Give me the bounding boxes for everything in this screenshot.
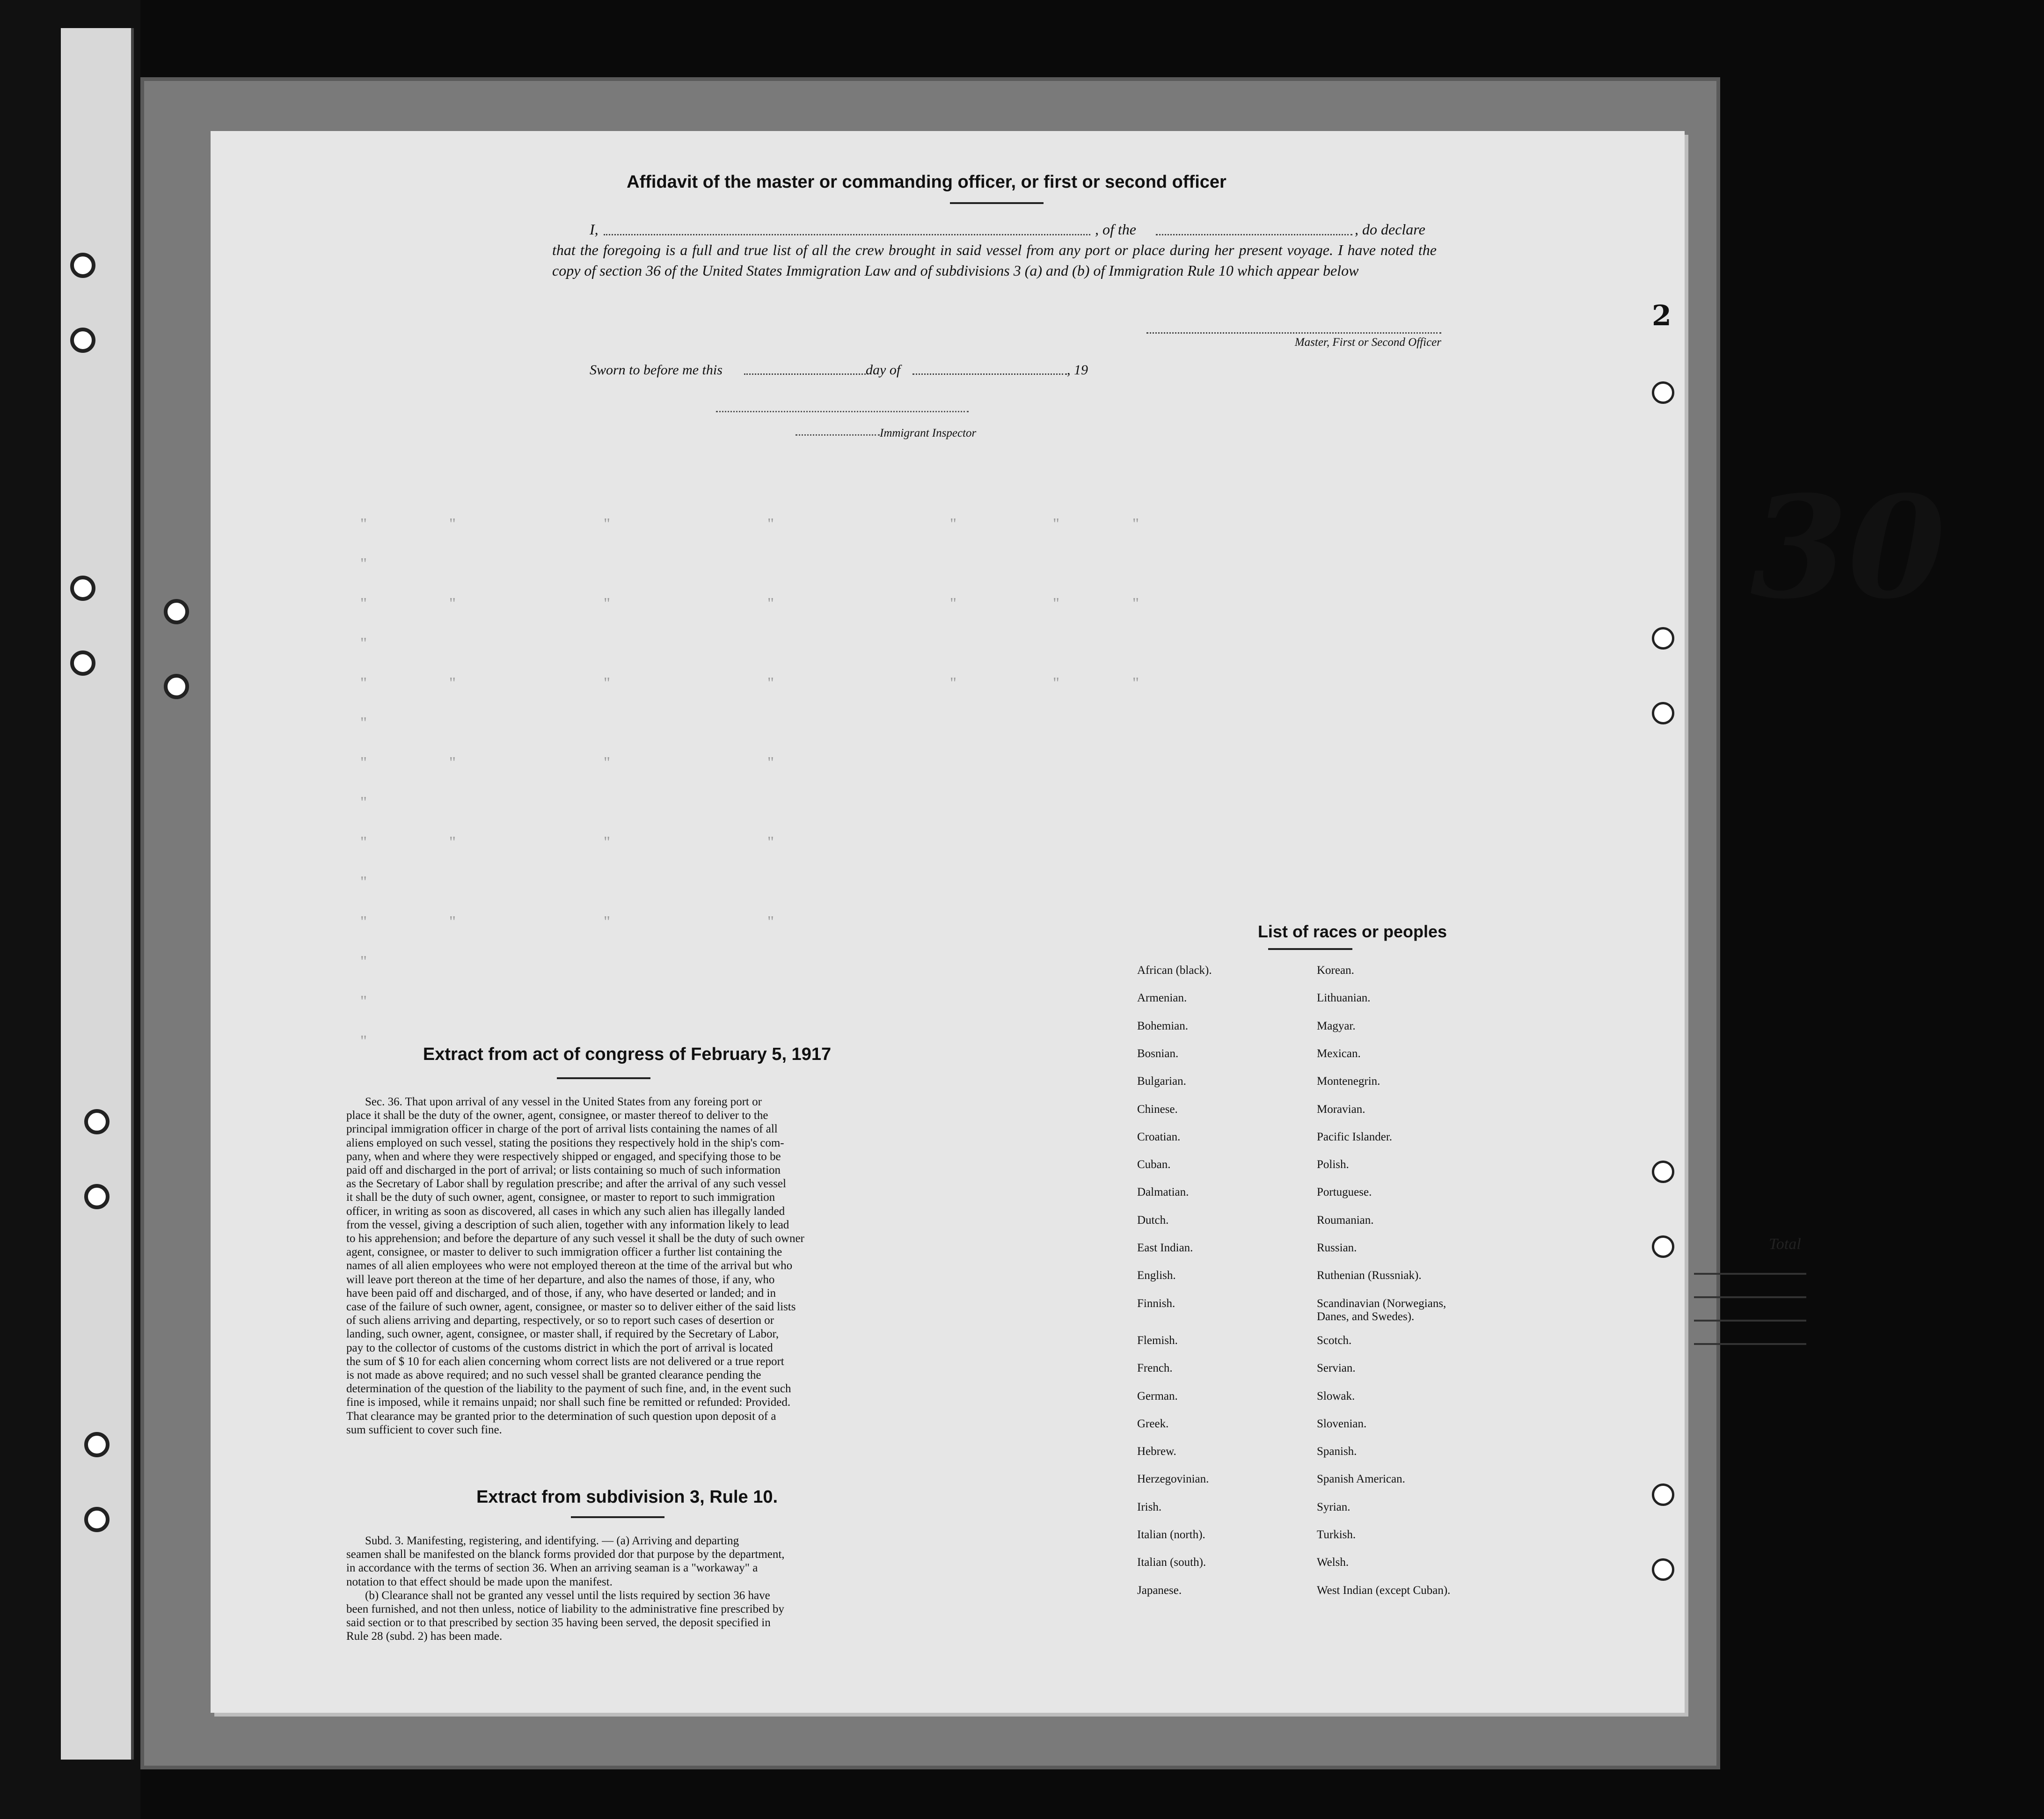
signature-line[interactable] — [1146, 332, 1441, 334]
affidavit-title: Affidavit of the master or commanding officer, or first or second officer — [627, 172, 1226, 192]
extract-line: notation to that effect should be made upon the manifest. — [346, 1575, 613, 1588]
extract-act-text — [346, 1095, 880, 1437]
svg-text:": " — [604, 754, 610, 771]
extract-line: Subd. 3. Manifesting, registering, and identifying. — (a) Arriving and departing — [365, 1534, 739, 1547]
extract-line: seamen shall be manifested on the blanck forms provided dor that purpose by the department, — [346, 1548, 785, 1561]
extract-line: agent, consignee, or master to deliver to such immigration officer a further list containing the — [346, 1246, 782, 1259]
extract-line: pany, when and where they were respectively shipped or engaged, and specifying those to be — [346, 1150, 781, 1163]
svg-text:": " — [449, 833, 456, 851]
svg-text:": " — [604, 833, 610, 851]
race-item-left: Hebrew. — [1137, 1445, 1176, 1458]
extract-line: have been paid off and discharged, and of those, if any, who have deserted or landed; and in — [346, 1286, 776, 1300]
race-item-right: Slovenian. — [1317, 1417, 1367, 1430]
race-item-right: Pacific Islander. — [1317, 1130, 1393, 1143]
race-item-right: West Indian (except Cuban). — [1317, 1584, 1451, 1597]
race-item-left: Finnish. — [1137, 1297, 1175, 1310]
race-item-right: Scotch. — [1317, 1334, 1352, 1347]
declarant-name-field[interactable] — [604, 234, 1090, 235]
svg-text:": " — [950, 595, 956, 612]
sworn-line — [590, 362, 1151, 381]
declare-suffix: , do declare — [1355, 221, 1425, 238]
svg-text:": " — [1132, 515, 1139, 533]
race-item-left: Dalmatian. — [1137, 1186, 1189, 1199]
extract-line: paid off and discharged in the port of arrival; or lists containing so much of such information — [346, 1164, 781, 1177]
inspector-signature-line[interactable] — [716, 411, 969, 412]
svg-text:": " — [360, 714, 367, 731]
race-item-right: Portuguese. — [1317, 1186, 1372, 1199]
extract-line: as the Secretary of Labor shall by regulation prescribe; and after the arrival of any such vessel — [346, 1177, 786, 1191]
svg-text:": " — [767, 913, 774, 930]
sworn-day-of: day of — [866, 362, 901, 378]
extract-act-title: Extract from act of congress of February 5, 1917 — [423, 1045, 832, 1064]
race-item-left: Bulgarian. — [1137, 1075, 1186, 1088]
sworn-prefix: Sworn to before me this — [590, 362, 723, 378]
signature-caption: Master, First or Second Officer — [1294, 336, 1441, 349]
race-item-right: Spanish American. — [1317, 1473, 1405, 1486]
svg-text:": " — [360, 794, 367, 811]
svg-text:": " — [360, 833, 367, 851]
svg-text:": " — [360, 674, 367, 692]
race-item-left: English. — [1137, 1269, 1176, 1282]
race-item-left: Chinese. — [1137, 1103, 1178, 1116]
svg-text:": " — [449, 913, 456, 930]
extract-line: the sum of $ 10 for each alien concerning whom correct lists are not delivered or a true report — [346, 1355, 784, 1368]
race-item-right: Servian. — [1317, 1362, 1356, 1375]
race-item-left: Herzegovinian. — [1137, 1473, 1209, 1486]
race-item-right: Scandinavian (Norwegians, Danes, and Swedes). — [1317, 1297, 1446, 1323]
race-item-right: Moravian. — [1317, 1103, 1365, 1116]
extract-line: of such aliens arriving and departing, respectively, or so to report such cases of desertion or — [346, 1314, 774, 1327]
race-item-right: Welsh. — [1317, 1556, 1349, 1569]
svg-text:": " — [604, 515, 610, 533]
race-item-left: Flemish. — [1137, 1334, 1178, 1347]
vessel-name-field[interactable] — [1156, 234, 1352, 235]
races-list — [1137, 964, 1558, 1610]
svg-text:": " — [360, 913, 367, 930]
race-item-left: Bohemian. — [1137, 1019, 1189, 1032]
extract-rule-underline — [571, 1516, 664, 1518]
svg-text:": " — [449, 674, 456, 692]
race-item-right: Polish. — [1317, 1158, 1349, 1171]
extract-line: in accordance with the terms of section 36. When an arriving seaman is a "workaway" a — [346, 1562, 758, 1575]
svg-text:": " — [1132, 595, 1139, 612]
races-title: List of races or peoples — [1257, 922, 1447, 941]
race-item-right: Slowak. — [1317, 1389, 1355, 1403]
race-item-left: Dutch. — [1137, 1213, 1169, 1227]
extract-line: (b) Clearance shall not be granted any vessel until the lists required by section 36 have — [365, 1589, 770, 1602]
inspector-line-2 — [796, 434, 880, 436]
extract-line: Rule 28 (subd. 2) has been made. — [346, 1630, 503, 1643]
svg-text:": " — [360, 595, 367, 612]
svg-text:": " — [1132, 674, 1139, 692]
races-title-underline — [1268, 948, 1352, 950]
extract-line: Sec. 36. That upon arrival of any vessel in the United States from any foreing port or — [365, 1096, 762, 1108]
svg-text:": " — [767, 515, 774, 533]
race-item-right: Ruthenian (Russniak). — [1317, 1269, 1422, 1282]
svg-text:": " — [604, 595, 610, 612]
race-item-right: Mexican. — [1317, 1047, 1361, 1060]
extract-line: officer, in writing as soon as discovered, all cases in which any such alien has illegally landed — [346, 1205, 785, 1218]
svg-text:": " — [767, 595, 774, 612]
extract-line: will leave port thereon at the time of her departure, and also the names of those, if any, who — [346, 1273, 775, 1286]
total-label: Total — [1769, 1235, 1801, 1253]
extract-line: place it shall be the duty of the owner, agent, consignee, or master thereof to deliver to the — [346, 1109, 768, 1122]
race-item-left: Italian (north). — [1137, 1528, 1205, 1541]
extract-line: names of all alien employees who were not employed thereon at the time of the arrival but who — [346, 1259, 793, 1272]
sworn-day-field[interactable] — [744, 373, 866, 375]
race-item-right: Russian. — [1317, 1242, 1357, 1254]
svg-text:": " — [767, 754, 774, 771]
race-item-left: Cuban. — [1137, 1158, 1171, 1171]
extract-line: principal immigration officer in charge of the port of arrival lists containing the names of all — [346, 1123, 778, 1136]
svg-text:": " — [1053, 674, 1059, 692]
svg-text:": " — [360, 993, 367, 1010]
extract-line: determination of the question of the liability to the payment of such fine, and, in the event such — [346, 1382, 791, 1395]
svg-text:": " — [767, 833, 774, 851]
extract-line: sum sufficient to cover such fine. — [346, 1423, 502, 1436]
affidavit-body: that the foregoing is a full and true list of all the crew brought in said vessel from any port or place during her present voyage. I have noted the copy of section 36 of the United States Immigration Law and of subdivisions 3 (a) and (b) of Immigration Rule 10 which appear below — [552, 241, 1437, 279]
race-item-left: Japanese. — [1137, 1584, 1182, 1597]
extract-line: to his apprehension; and before the departure of any such vessel it shall be the duty of such owner — [346, 1232, 804, 1245]
race-item-right: Roumanian. — [1317, 1213, 1374, 1227]
corner-mark: 2 — [1652, 300, 1672, 332]
race-item-right: Montenegrin. — [1317, 1075, 1380, 1088]
extract-line: That clearance may be granted prior to the determination of such question upon deposit of a — [346, 1410, 776, 1423]
affidavit-title-underline — [950, 202, 1044, 204]
extract-line: is not made as above required; and no such vessel shall be granted clearance pending the — [346, 1369, 761, 1382]
race-item-right: Lithuanian. — [1317, 992, 1371, 1005]
race-item-left: Irish. — [1137, 1500, 1162, 1513]
svg-text:": " — [767, 674, 774, 692]
extract-line: landing, such owner, agent, consignee, or master shall, if required by the Secretary of Labor, — [346, 1328, 779, 1341]
race-item-left: German. — [1137, 1389, 1178, 1403]
svg-text:": " — [950, 515, 956, 533]
declare-prefix: I, — [590, 221, 599, 238]
inspector-caption: Immigrant Inspector — [880, 427, 977, 439]
race-item-left: East Indian. — [1137, 1242, 1193, 1254]
svg-text:": " — [604, 913, 610, 930]
declare-of-the: , of the — [1095, 221, 1136, 238]
sworn-year: , 19 — [1067, 362, 1088, 378]
extract-line: from the vessel, giving a description of such alien, together with any information likely to lead — [346, 1218, 789, 1231]
race-item-left: African (black). — [1137, 964, 1212, 977]
race-item-left: French. — [1137, 1362, 1173, 1375]
svg-text:": " — [360, 515, 367, 533]
svg-text:": " — [360, 1032, 367, 1050]
extract-rule-text — [346, 1534, 880, 1644]
svg-text:": " — [360, 754, 367, 771]
extract-line: said section or to that prescribed by section 35 having been served, the deposit specified in — [346, 1616, 771, 1629]
svg-text:": " — [449, 595, 456, 612]
svg-text:": " — [950, 674, 956, 692]
race-item-left: Croatian. — [1137, 1130, 1181, 1143]
extract-act-underline — [557, 1077, 650, 1079]
svg-text:": " — [360, 953, 367, 970]
sworn-month-field[interactable] — [912, 373, 1067, 375]
race-item-right: Magyar. — [1317, 1019, 1356, 1032]
extract-line: fine is imposed, while it remains unpaid; nor shall such fine be remitted or refunded: Provided. — [346, 1396, 791, 1409]
extract-line: been furnished, and not then unless, notice of liability to the administrative fine prescribed by — [346, 1603, 784, 1616]
affidavit-declaration-line — [552, 221, 1437, 241]
extract-rule-title: Extract from subdivision 3, Rule 10. — [476, 1487, 778, 1507]
svg-text:": " — [449, 515, 456, 533]
race-item-right: Korean. — [1317, 964, 1354, 977]
extract-line: aliens employed on such vessel, stating the positions they respectively hold in the ship's com- — [346, 1136, 784, 1149]
svg-text:": " — [1053, 595, 1059, 612]
extract-line: it shall be the duty of such owner, agent, consignee, or master to report to such immigration — [346, 1191, 775, 1204]
race-item-left: Greek. — [1137, 1417, 1169, 1430]
race-item-left: Armenian. — [1137, 992, 1187, 1005]
race-item-right: Turkish. — [1317, 1528, 1356, 1541]
svg-text:": " — [360, 635, 367, 652]
extract-line: pay to the collector of customs of the customs district in which the port of arrival is located — [346, 1341, 773, 1354]
svg-text:": " — [1053, 515, 1059, 533]
extract-line: case of the failure of such owner, agent, consignee, or master so to deliver either of the said lists — [346, 1300, 796, 1314]
svg-text:": " — [360, 555, 367, 572]
race-item-left: Italian (south). — [1137, 1556, 1206, 1569]
race-item-right: Syrian. — [1317, 1500, 1350, 1513]
race-item-left: Bosnian. — [1137, 1047, 1179, 1060]
handwritten-page-number: 30 — [1750, 465, 1946, 630]
svg-text:": " — [449, 754, 456, 771]
svg-text:": " — [360, 873, 367, 891]
svg-text:": " — [604, 674, 610, 692]
race-item-right: Spanish. — [1317, 1445, 1357, 1458]
